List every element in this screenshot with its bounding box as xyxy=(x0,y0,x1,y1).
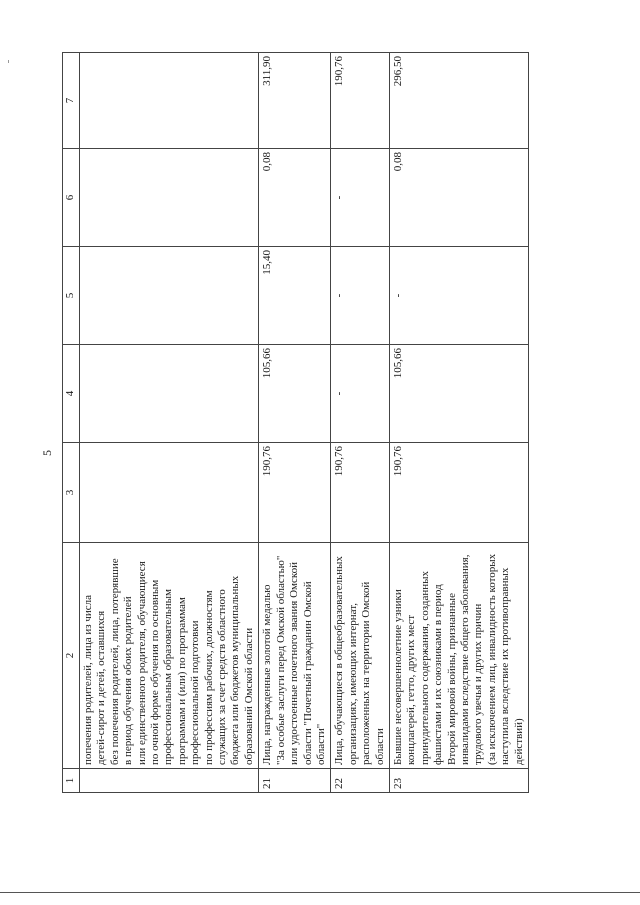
description-line: профессиональным образовательным xyxy=(162,588,175,765)
description-line: по очной форме обучения по основным xyxy=(149,579,162,765)
header-row xyxy=(63,53,80,793)
column-header: 3 xyxy=(63,443,80,543)
description-line: Второй мировой войны, признанные xyxy=(445,593,458,765)
value-cell-c6 xyxy=(80,149,259,247)
table-row xyxy=(331,53,390,793)
page-edge xyxy=(0,892,640,893)
value-cell-c3 xyxy=(80,443,259,543)
value-cell-c6: 0,08 xyxy=(389,149,528,247)
description-line: концлагерей, гетто, других мест xyxy=(405,614,418,765)
column-header: 1 xyxy=(63,769,80,793)
description-line: или единственного родителя, обучающиеся xyxy=(135,561,148,765)
description-line: наступила вследствие их противоправных xyxy=(499,567,512,765)
table-row xyxy=(389,53,528,793)
description-line: области xyxy=(373,728,386,765)
description-line: по профессиям рабочих, должностям xyxy=(202,590,215,765)
value-cell-c7: 190,76 xyxy=(331,53,390,149)
description-line: (за исключением лиц, инвалидность которых xyxy=(485,553,498,765)
description-line: Бывшие несовершеннолетние узники xyxy=(391,589,404,765)
description-line: принудительного содержания, созданных xyxy=(418,570,431,765)
description-line: "За особые заслуги перед Омской областью" xyxy=(274,555,287,765)
description-line: фашистами и их союзниками в период xyxy=(432,584,445,765)
value-cell-c5: 15,40 xyxy=(259,247,331,345)
value-cell-c3: 190,76 xyxy=(331,443,390,543)
description-line: детей-сирот и детей, оставшихся xyxy=(95,610,108,765)
description-line: области" xyxy=(314,723,327,765)
value-cell-c6: - xyxy=(331,149,390,247)
value-cell-c7 xyxy=(80,53,259,149)
description-line: Лица, награжденные золотой медалью xyxy=(261,584,274,765)
row-number xyxy=(80,769,259,793)
description-line: без попечения родителей, лица, потерявшие xyxy=(108,558,121,765)
description-line: профессиональной подготовки xyxy=(189,620,202,765)
description-line: Лица, обучающиеся в общеобразовательных xyxy=(333,556,346,765)
category-description xyxy=(331,543,390,769)
row-number: 21 xyxy=(259,769,331,793)
description-line: расположенных на территории Омской xyxy=(360,581,373,765)
row-number: 23 xyxy=(389,769,528,793)
category-description xyxy=(80,543,259,769)
column-header: 4 xyxy=(63,345,80,443)
column-header: 6 xyxy=(63,149,80,247)
description-line: бюджета или бюджетов муниципальных xyxy=(229,575,242,765)
description-line: организациях, имеющих интернат, xyxy=(346,603,359,765)
table-row xyxy=(259,53,331,793)
value-cell-c7: 296,50 xyxy=(389,53,528,149)
value-cell-c7: 311,90 xyxy=(259,53,331,149)
description-line: служащих за счет средств областного xyxy=(216,589,229,765)
page-number: 5 xyxy=(40,450,54,456)
value-cell-c4: - xyxy=(331,345,390,443)
benefits-table xyxy=(62,52,529,793)
column-header: 7 xyxy=(63,53,80,149)
value-cell-c5: - xyxy=(331,247,390,345)
value-cell-c5 xyxy=(80,247,259,345)
description-line: образований Омской области xyxy=(242,627,255,765)
column-header: 5 xyxy=(63,247,80,345)
description-line: в период обучения обоих родителей xyxy=(122,596,135,765)
category-description xyxy=(259,543,331,769)
description-line: программам и (или) по программам xyxy=(175,597,188,765)
value-cell-c4 xyxy=(80,345,259,443)
category-description xyxy=(389,543,528,769)
value-cell-c3: 190,76 xyxy=(259,443,331,543)
value-cell-c5: - xyxy=(389,247,528,345)
scan-speck xyxy=(8,60,9,63)
row-number: 22 xyxy=(331,769,390,793)
description-line: трудового увечья и других причин xyxy=(472,603,485,765)
value-cell-c3: 190,76 xyxy=(389,443,528,543)
description-line: или удостоенные почетного звания Омской xyxy=(288,561,301,765)
description-line: действий) xyxy=(512,718,525,765)
value-cell-c6: 0,08 xyxy=(259,149,331,247)
description-line: попечения родителей, лица из числа xyxy=(82,594,94,765)
value-cell-c4: 105,66 xyxy=(259,345,331,443)
description-line: инвалидами вследствие общего заболевания, xyxy=(458,554,471,765)
table-row xyxy=(80,53,259,793)
description-line: области "Почетный гражданин Омской xyxy=(301,581,314,765)
value-cell-c4: 105,66 xyxy=(389,345,528,443)
column-header: 2 xyxy=(63,543,80,769)
